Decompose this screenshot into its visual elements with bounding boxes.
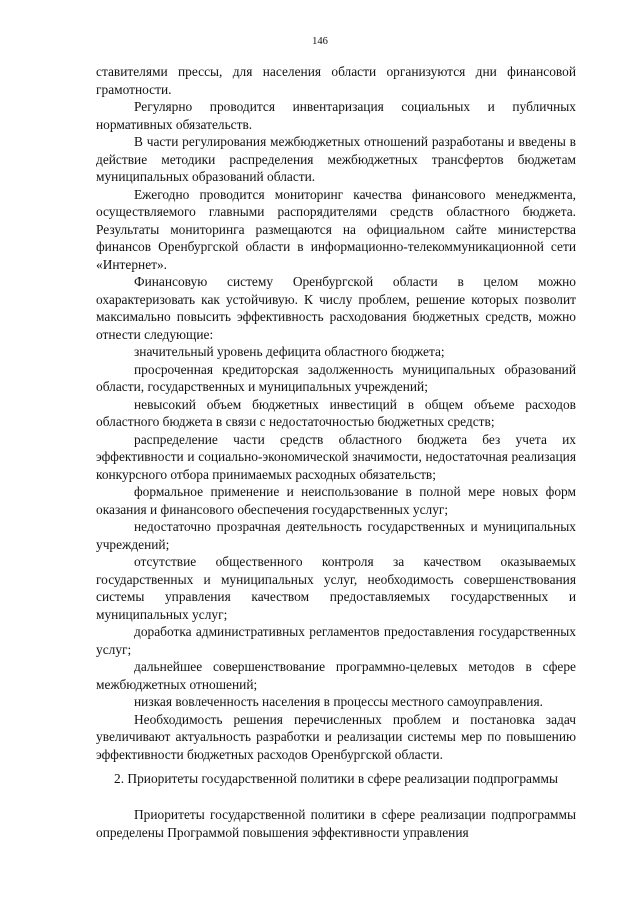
paragraph: Финансовую систему Оренбургской области в целом можно охарактеризовать как устойчивую. К числу проблем, решение которых позволит максимально повысить эффективность расходования бюджетных средств, можно отнести следующие:: [96, 274, 576, 342]
section-heading: 2. Приоритеты государственной политики в сфере реализации подпрограммы: [114, 771, 558, 786]
body-text: [96, 63, 576, 763]
paragraph: Регулярно проводится инвентаризация социальных и публичных нормативных обязательств.: [96, 99, 576, 132]
paragraph: низкая вовлеченность населения в процессы местного самоуправления.: [134, 694, 543, 709]
paragraph: отсутствие общественного контроля за качеством оказываемых государственных и муниципальных услуг, необходимость совершенствования системы управления качеством предоставляемых государственных и муниципальных услуг;: [96, 554, 576, 622]
paragraph: формальное применение и неиспользование в полной мере новых форм оказания и финансового обеспечения государственных услуг;: [96, 484, 576, 517]
paragraph: Необходимость решения перечисленных проблем и постановка задач увеличивают актуальность разработки и реализации системы мер по повышению эффективности бюджетных расходов Оренбургской области.: [96, 711, 576, 762]
paragraph: невысокий объем бюджетных инвестиций в общем объеме расходов областного бюджета в связи с недостаточностью бюджетных средств;: [96, 396, 576, 429]
section-text: [96, 806, 576, 841]
paragraph: ставителями прессы, для населения области организуются дни финансовой грамотности.: [96, 64, 576, 97]
paragraph: распределение части средств областного бюджета без учета их эффективности и социально-экономической значимости, недостаточная реализация конкурсного отбора принимаемых расходных обязательств;: [96, 431, 576, 482]
section-paragraph: Приоритеты государственной политики в сфере реализации подпрограммы определены Программой повышения эффективности управления: [96, 807, 576, 840]
paragraph: В части регулирования межбюджетных отношений разработаны и введены в действие методики распределения межбюджетных трансфертов бюджетам муниципальных образований области.: [96, 134, 576, 184]
paragraph: просроченная кредиторская задолженность муниципальных образований области, государственных и муниципальных учреждений;: [96, 361, 576, 394]
paragraph: доработка административных регламентов предоставления государственных услуг;: [96, 624, 576, 657]
paragraph: Ежегодно проводится мониторинг качества финансового менеджмента, осуществляемого главными распорядителями средств областного бюджета. Результаты мониторинга размещаются на официальном сайте министерства финансов Оренбургской области в информационно-телекоммуникационной сети «Интернет».: [96, 186, 576, 272]
paragraph: значительный уровень дефицита областного бюджета;: [134, 344, 445, 359]
page-number: 146: [312, 36, 328, 47]
paragraph: недостаточно прозрачная деятельность государственных и муниципальных учреждений;: [96, 519, 576, 552]
paragraph: дальнейшее совершенствование программно-целевых методов в сфере межбюджетных отношений;: [96, 659, 576, 692]
